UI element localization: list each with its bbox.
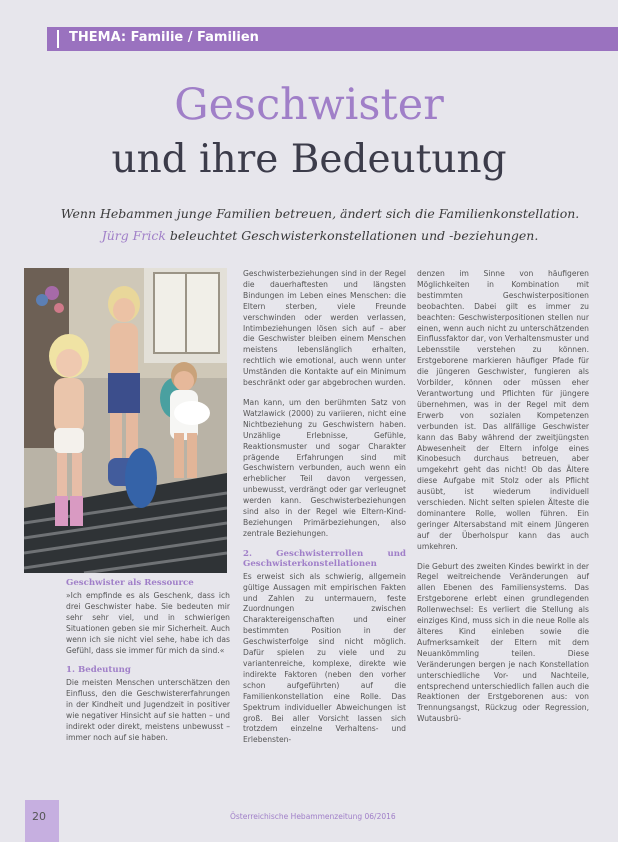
sidebar-quote-heading: Geschwister als Ressource [66,578,194,588]
col2-paragraph-2: Man kann, um den berühmten Satz von Watzlawick (2000) zu variieren, nicht eine Nichtbeziehung zu Geschwistern haben. Unzählige Erlebnisse, Gefühle, Reaktionsmuster und sogar Charakter prägende Erfahrungen sind mit Geschwistern verbunden, auch wenn ein erheblicher Teil davon vergessen, unbewusst, verdrängt oder gar verleugnet werden kann. Geschwisterbeziehungen sind also in der Regel wie Eltern-Kind-Beziehungen Primärbeziehungen, also zentrale Beziehungen. [243,397,406,538]
lead-line-2-text: beleuchtet Geschwisterkonstellationen und -beziehungen. [165,228,539,243]
col2-paragraph-3: Es erweist sich als schwierig, allgemein gültige Aussagen mit empirischen Fakten und Zahlen zu untermauern, feste Zuordnungen zwischen Charaktereigenschaften und einer bestimmten Position in der Geschwisterfolge sind nicht möglich. Dafür spielen zu viele und zu variantenreiche, komplexe, direkte wie indirekte Faktoren (neben den vorher schon aufgeführten) auf die Familienkonstellation eine Rolle. Das Spektrum individueller Abweichungen ist groß. Bei aller Vorsicht lassen sich trotzdem einzelne Verhaltens- und Erlebensten- [243,571,406,745]
column-left [66,578,230,753]
sidebar-quote-text: »Ich empfinde es als Geschenk, dass ich drei Geschwister habe. Sie bedeuten mir sehr sehr viel, und in schwierigen Situationen geben sie mir Sicherheit. Auch wenn ich sie nicht viel sehe, habe ich das Gefühl, dass sie immer für mich da sind.« [66,591,230,655]
col3-paragraph-2: Die Geburt des zweiten Kindes bewirkt in der Regel weitreichende Veränderungen auf allen Ebenen des Familiensystems. Das Erstgeborene erlebt einen grundlegenden Rollenwechsel: Es verliert die Stellung als einziges Kind, muss sich in die neue Rolle als älteres Kind einleben sowie die Aufmerksamkeit der Eltern mit dem Neuankömmling teilen. Diese Veränderungen bergen je nach Konstellation unterschiedliche Vor- und Nachteile, entsprechend unterschiedlich fallen auch die Reaktionen der Erstgeborenen aus: von Trennungsangst, Rückzug oder Regression, Wutausbrü- [417,561,589,724]
col3-paragraph-1: denzen im Sinne von häufigeren Möglichkeiten in Kombination mit bestimmten Geschwisterpositionen beobachten. Dabei gilt es immer zu beachten: Geschwisterpositionen stellen nur einen, wenn auch nicht zu unterschätzenden Einflussfaktor dar, von Verhaltensmuster und Lebensstile verstehen zu können. Erstgeborene markieren häufiger Pfade für die jüngeren Geschwister, fungieren als Vorbilder, können oder müssen eher Verantwortung und Pflichten für jüngere übernehmen, was in der Regel mit dem Erwerb von sozialen Kompetenzen verbunden ist. Das allfällige Geschwister kann das Baby während der zweitjüngsten Abwesenheit der Eltern infolge eines Kinobesuch durchaus betreuen, aber umgekehrt geht das nicht! Ob das Ältere diese Aufgabe mit Stolz oder als Pflicht ausübt, ist wiederum individuell verschieden. Nicht selten spielen Älteste die dominantere Rolle, wollen führen. Ein geringer Altersabstand mit einem Jüngeren auf der Überholspur kann das auch umkehren. [417,269,589,551]
topic-header-bar [47,27,618,51]
author-name: Jürg Frick [101,228,166,243]
page-number: 20 [32,810,46,823]
children-photo [24,268,227,573]
section-1-heading: 1. Bedeutung [66,665,131,676]
lead-line-1: Wenn Hebammen junge Familien betreuen, ändert sich die Familienkonstellation. [60,206,580,221]
column-middle [243,269,406,755]
header-divider [57,30,59,48]
section-2-heading: 2. Geschwisterrollen und Geschwisterkonstellationen [243,548,406,569]
column-right [417,269,589,734]
topic-label: THEMA: Familie / Familien [69,30,259,45]
section-1-text: Die meisten Menschen unterschätzen den Einfluss, den die Geschwistererfahrungen in der Kindheit und Jugendzeit in positiver wie negativer Hinsicht auf sie hatten – und indirekt oder direkt, meistens unbewusst – immer noch auf sie haben. [66,678,230,742]
title-line-1: Geschwister [174,80,444,130]
col2-paragraph-1: Geschwisterbeziehungen sind in der Regel die dauerhaftesten und längsten Bindungen im Leben eines Menschen: die Eltern sterben, viele Freunde verschwinden oder werden verlassen, Intimbeziehungen lösen sich auf – aber die Geschwister bleiben einem Menschen meistens lebenslänglich erhalten, rechtlich wie emotional, auch wenn unter Umständen die Kontakte auf ein Minimum beschränkt oder gar abgebrochen wurden. [243,269,406,388]
lead-line-2 [50,228,590,243]
footer-publication: Österreichische Hebammenzeitung 06/2016 [230,812,396,821]
title-line-2: und ihre Bedeutung [111,137,507,182]
